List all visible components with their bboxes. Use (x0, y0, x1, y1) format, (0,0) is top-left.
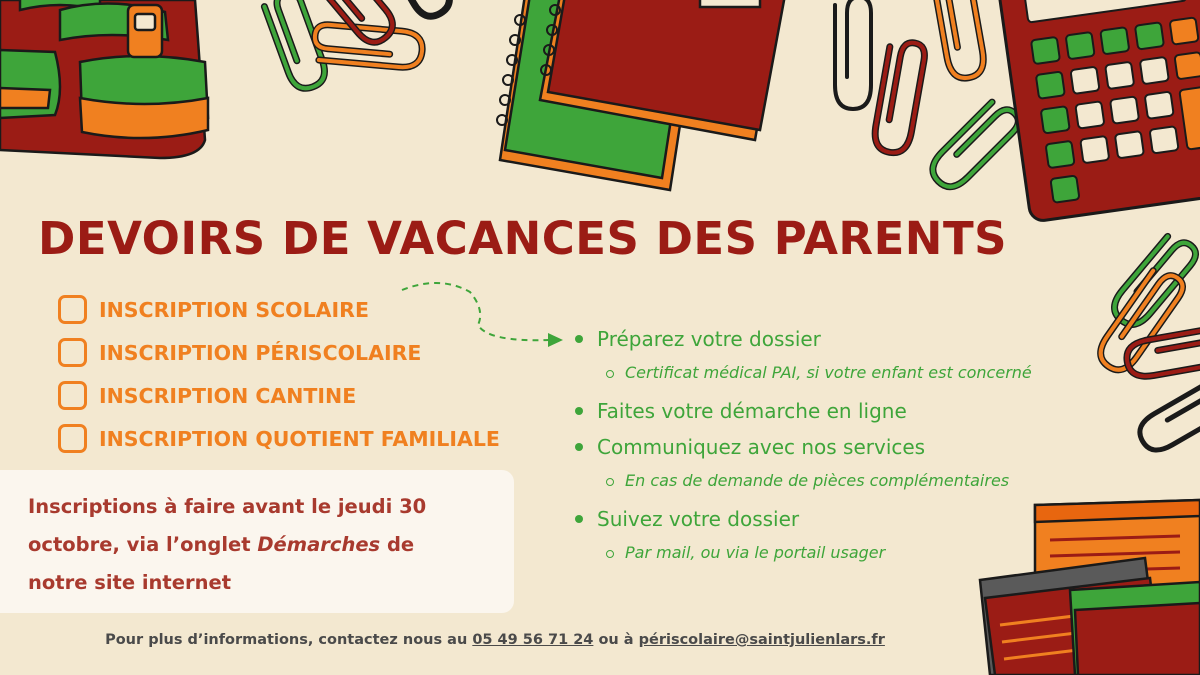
paperclip-icon (835, 0, 1023, 194)
footer-contact (0, 632, 990, 648)
checklist-label: INSCRIPTION PÉRISCOLAIRE (99, 340, 422, 365)
checklist-label: INSCRIPTION QUOTIENT FAMILIALE (99, 426, 500, 451)
checkbox-icon[interactable] (58, 338, 87, 367)
checklist-item-scolaire[interactable] (58, 288, 500, 331)
steps-list (575, 322, 1032, 574)
checklist-label: INSCRIPTION SCOLAIRE (99, 297, 369, 322)
checkbox-icon[interactable] (58, 295, 87, 324)
step-subitem: En cas de demande de pièces complémentaires (575, 466, 1032, 502)
checkbox-icon[interactable] (58, 381, 87, 410)
checkbox-icon[interactable] (58, 424, 87, 453)
footer-prefix: Pour plus d’informations, contactez nous au (105, 632, 473, 648)
footer-middle: ou à (593, 632, 639, 648)
checklist (58, 288, 500, 460)
checklist-item-quotient[interactable] (58, 417, 500, 460)
spiral-notebook-icon (497, 0, 785, 190)
paperclip-icon (262, 0, 455, 93)
step-subitem: Par mail, ou via le portail usager (575, 538, 1032, 574)
step-item: Communiquez avec nos services (575, 430, 1032, 466)
notice-line-1: Inscriptions à faire avant le jeudi 30 (28, 495, 427, 518)
notice-line-2-start: octobre, via l’onglet (28, 533, 258, 556)
page-title: DEVOIRS DE VACANCES DES PARENTS (38, 212, 1008, 265)
backpack-icon (0, 0, 208, 158)
deadline-notice (0, 470, 514, 613)
demarches-tab-name: Démarches (257, 533, 381, 556)
calculator-icon (996, 0, 1200, 222)
step-item: Préparez votre dossier (575, 322, 1032, 358)
notice-line-3: notre site internet (28, 571, 232, 594)
paperclip-icon (1094, 230, 1200, 457)
phone-link[interactable]: 05 49 56 71 24 (472, 632, 594, 648)
notice-line-2-end: de (380, 533, 415, 556)
step-item: Suivez votre dossier (575, 502, 1032, 538)
notice-line-2 (28, 526, 494, 564)
step-subitem: Certificat médical PAI, si votre enfant est concerné (575, 358, 1032, 394)
checklist-item-periscolaire[interactable] (58, 331, 500, 374)
checklist-item-cantine[interactable] (58, 374, 500, 417)
email-link[interactable]: périscolaire@saintjulienlars.fr (638, 632, 885, 648)
checklist-label: INSCRIPTION CANTINE (99, 383, 357, 408)
step-item: Faites votre démarche en ligne (575, 394, 1032, 430)
